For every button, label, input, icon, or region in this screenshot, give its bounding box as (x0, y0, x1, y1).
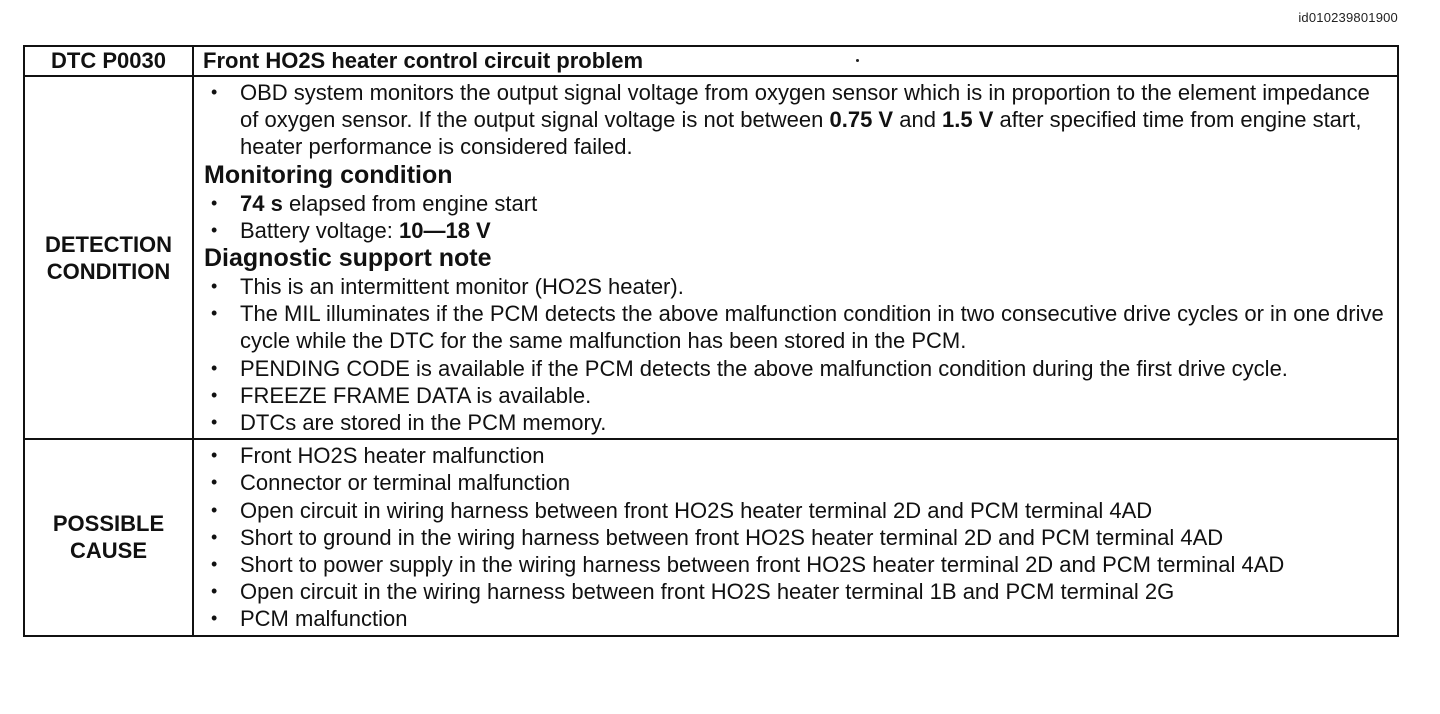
bullet-icon: • (211, 384, 218, 405)
list-item: • Front HO2S heater malfunction (211, 443, 545, 469)
list-item: • Short to ground in the wiring harness between front HO2S heater terminal 2D and PCM terminal 4AD (211, 524, 1224, 550)
detection-label-line1: DETECTION (44, 231, 173, 257)
bullet-icon: • (211, 581, 218, 602)
list-item: • DTCs are stored in the PCM memory. (211, 410, 607, 436)
list-item: • PCM malfunction (211, 606, 408, 632)
list-item: • FREEZE FRAME DATA is available. (211, 382, 592, 408)
bullet-icon: • (211, 276, 218, 297)
scan-speck (856, 59, 859, 62)
cause-label-line2: CAUSE (69, 538, 147, 564)
bullet-icon: • (211, 412, 218, 433)
detection-condition-label (24, 76, 193, 439)
bullet-icon: • (211, 192, 218, 213)
possible-cause-label (24, 439, 193, 635)
bullet-icon: • (211, 445, 218, 466)
bullet-icon: • (211, 472, 218, 493)
detection-label-line2: CONDITION (46, 258, 171, 284)
support-list (204, 273, 1385, 436)
list-item: • Short to power supply in the wiring harness between front HO2S heater terminal 2D and PCM terminal 4AD (211, 552, 1285, 578)
cause-row (24, 439, 1398, 635)
document-id: id010239801900 (1298, 10, 1398, 25)
list-item: • Open circuit in the wiring harness between front HO2S heater terminal 1B and PCM terminal 2G (211, 579, 1175, 605)
intro-list (204, 79, 1385, 161)
list-item: • The MIL illuminates if the PCM detects the above malfunction condition in two consecutive drive cycles or in one drive cycle while the DTC for the same malfunction has been stored in the PCM. (211, 301, 1384, 354)
dtc-table (23, 45, 1399, 637)
list-item: • PENDING CODE is available if the PCM detects the above malfunction condition during the first drive cycle. (211, 355, 1288, 381)
list-item: • Open circuit in wiring harness between front HO2S heater terminal 2D and PCM terminal 4AD (211, 497, 1153, 523)
bullet-icon: • (211, 357, 218, 378)
dtc-title: Front HO2S heater control circuit problem (193, 46, 1398, 76)
bullet-icon: • (211, 303, 218, 324)
detection-condition-content (193, 76, 1398, 439)
bullet-icon: • (211, 554, 218, 575)
dtc-code: DTC P0030 (24, 46, 193, 76)
monitoring-condition-heading: Monitoring condition (204, 160, 453, 189)
detection-row (24, 76, 1398, 439)
list-item: • 74 s elapsed from engine start (211, 190, 538, 216)
list-item: • This is an intermittent monitor (HO2S heater). (211, 274, 684, 300)
header-row (24, 46, 1398, 76)
list-item: • OBD system monitors the output signal voltage from oxygen sensor which is in proportion to the element impedance of oxygen sensor. If the output signal voltage is not between 0.75 V and 1.5 V after specified time from engine start, heater performance is considered failed. (211, 80, 1370, 160)
bullet-icon: • (211, 499, 218, 520)
bullet-icon: • (211, 219, 218, 240)
possible-cause-content (193, 439, 1398, 635)
bullet-icon: • (211, 526, 218, 547)
diagnostic-support-heading: Diagnostic support note (204, 244, 492, 273)
bullet-icon: • (211, 608, 218, 629)
bullet-icon: • (211, 82, 218, 102)
list-item: • Connector or terminal malfunction (211, 470, 571, 496)
cause-list (204, 442, 1385, 632)
cause-label-line1: POSSIBLE (52, 511, 165, 537)
monitoring-list (204, 190, 1385, 244)
list-item: • Battery voltage: 10—18 V (211, 217, 491, 243)
